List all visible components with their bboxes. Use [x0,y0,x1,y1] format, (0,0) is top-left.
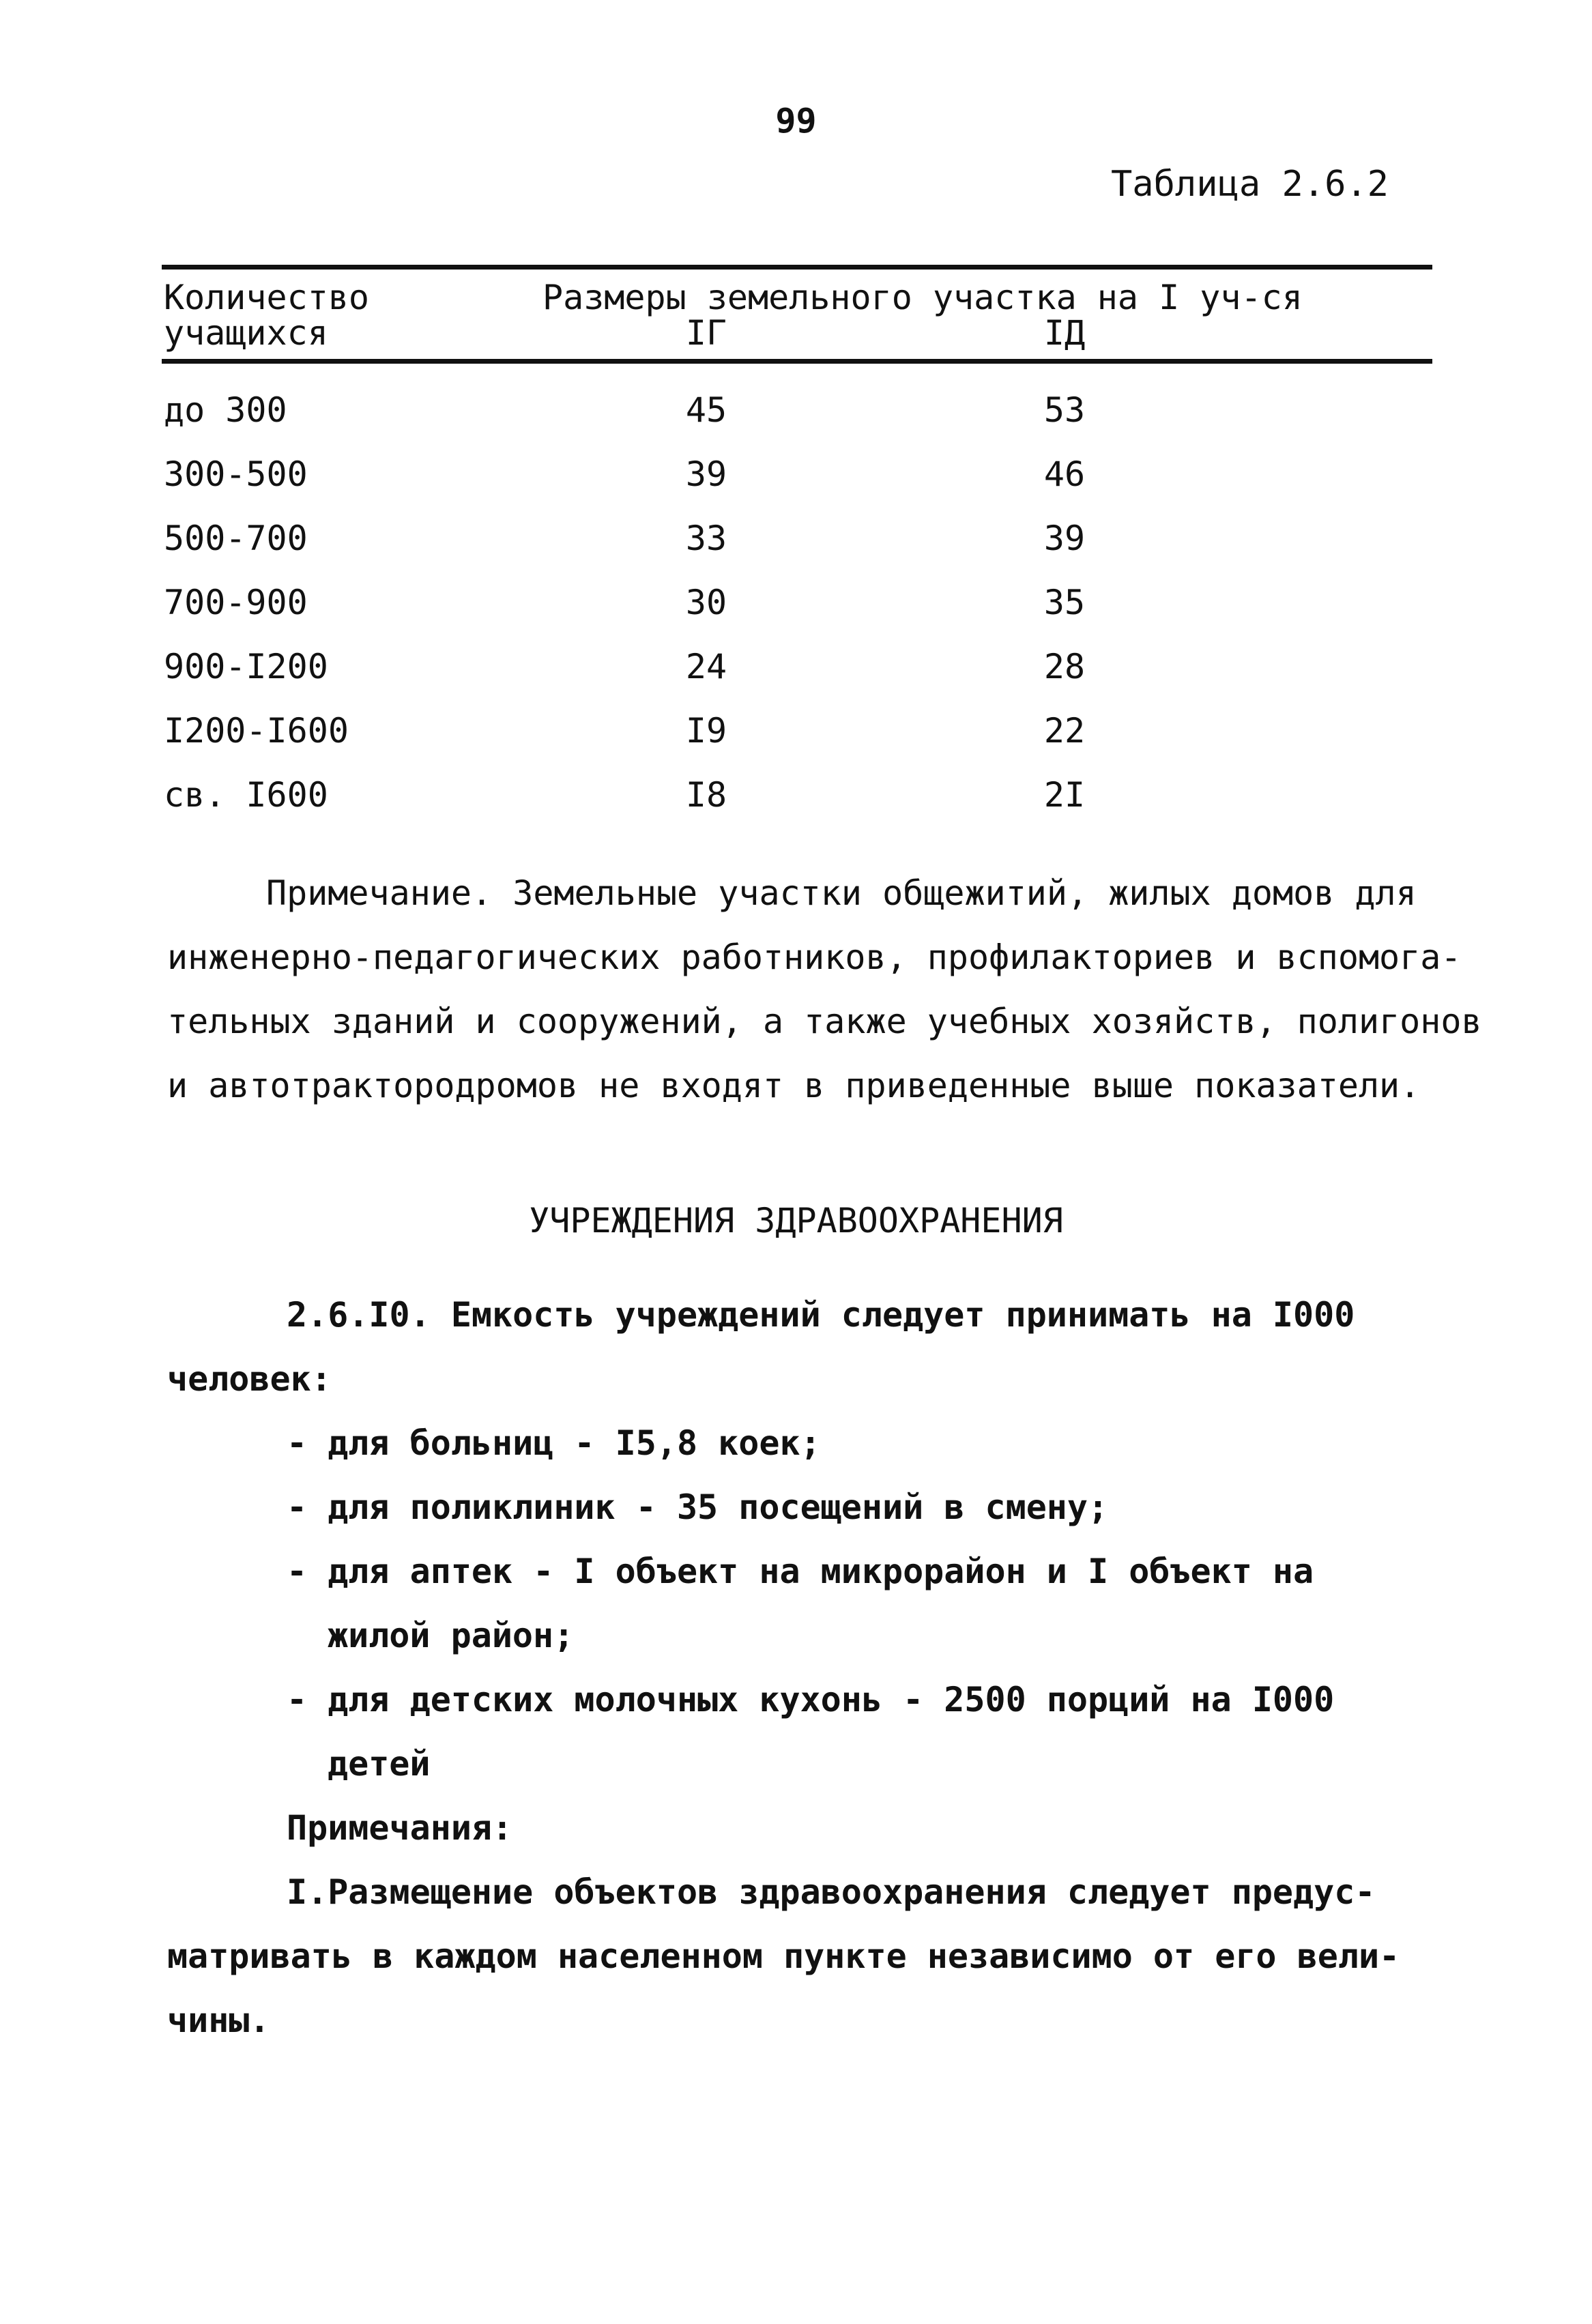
list-item: - для детских молочных кухонь - 2500 порций на I000 [287,1680,1335,1719]
row-value-ig: 39 [685,454,727,494]
list-item: детей [328,1744,431,1784]
row-value-id: 46 [1043,454,1086,494]
col1-header-line1: Количество [164,278,370,317]
row-value-id: 28 [1043,647,1086,686]
row-value-id: 2I [1043,775,1086,815]
table-caption: Таблица 2.6.2 [1111,164,1389,205]
row-value-id: 22 [1043,711,1086,751]
section-heading: УЧРЕЖДЕНИЯ ЗДРАВООХРАНЕНИЯ [529,1201,1063,1240]
table-top-rule [162,265,1432,270]
clause-line: человек: [167,1359,332,1399]
row-label: 700-900 [164,583,308,622]
note-line: чины. [167,2001,270,2040]
list-item: - для аптек - I объект на микрорайон и I объект на [287,1552,1314,1591]
page-number: 99 [775,101,817,141]
list-item: - для поликлиник - 35 посещений в смену; [287,1487,1109,1527]
row-label: до 300 [164,390,287,430]
notes-title: Примечания: [287,1808,513,1848]
col1-header-line2: учащихся [164,313,328,353]
row-value-ig: I8 [685,775,727,815]
row-label: I200-I600 [164,711,349,751]
note-line: инженерно-педагогических работников, профилакториев и вспомога- [167,938,1462,977]
col2-header: IГ [685,313,727,353]
row-value-id: 53 [1043,390,1086,430]
row-label: 300-500 [164,454,308,494]
row-label: 500-700 [164,519,308,558]
note-line: тельных зданий и сооружений, а также учебных хозяйств, полигонов [167,1002,1482,1041]
row-value-ig: 24 [685,647,727,686]
row-label: св. I600 [164,775,328,815]
note-line: I.Размещение объектов здравоохранения следует предус- [287,1872,1376,1912]
group-header: Размеры земельного участка на I уч-ся [542,278,1303,317]
row-value-id: 35 [1043,583,1086,622]
list-item: жилой район; [328,1616,575,1655]
row-value-ig: 30 [685,583,727,622]
note-line: матривать в каждом населенном пункте независимо от его вели- [167,1936,1400,1976]
note-line: и автотрактородромов не входят в приведенные выше показатели. [167,1066,1421,1105]
list-item: - для больниц - I5,8 коек; [287,1423,821,1463]
table-header-rule [162,359,1432,364]
note-line: Примечание. Земельные участки общежитий, жилых домов для [266,873,1417,913]
row-value-ig: I9 [685,711,727,751]
clause-line: 2.6.I0. Емкость учреждений следует принимать на I000 [287,1295,1355,1335]
row-value-ig: 45 [685,390,727,430]
col3-header: IД [1043,313,1086,353]
row-value-id: 39 [1043,519,1086,558]
row-value-ig: 33 [685,519,727,558]
row-label: 900-I200 [164,647,328,686]
